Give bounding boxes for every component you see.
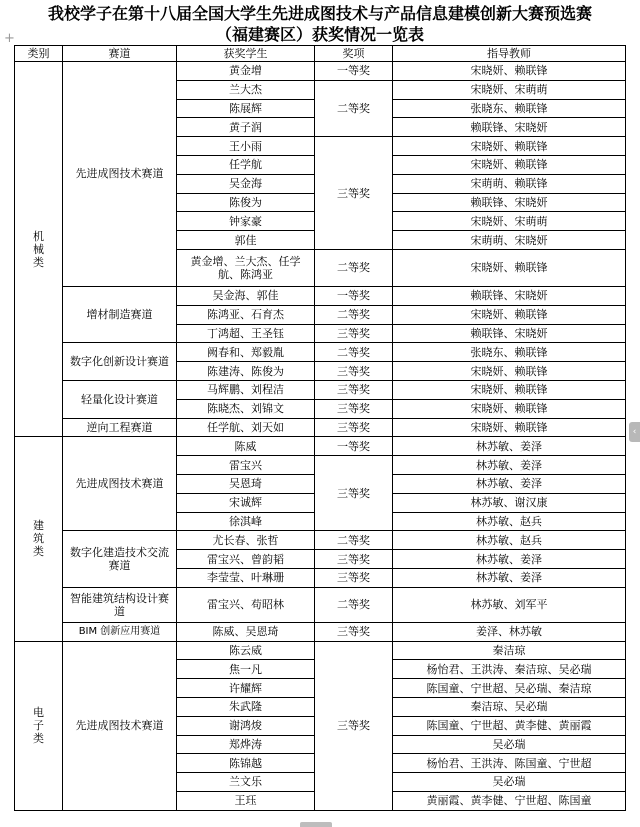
- teacher-cell: 吴必瑞: [393, 735, 626, 754]
- student-cell: 许耀辉: [177, 679, 315, 698]
- student-cell: 任学航: [177, 155, 315, 174]
- student-cell: 黄子润: [177, 118, 315, 137]
- page-title-line2: （福建赛区）获奖情况一览表: [215, 25, 424, 44]
- table-row: [15, 622, 626, 641]
- student-cell: 王珏: [177, 791, 315, 810]
- student-cell: 陈威: [177, 437, 315, 456]
- student-cell: 陈威、吴恩琦: [177, 622, 315, 641]
- teacher-cell: 吴必瑞: [393, 773, 626, 792]
- student-cell: 丁鸿超、王圣钰: [177, 324, 315, 343]
- teacher-cell: 林苏敏、姜泽: [393, 456, 626, 475]
- table-row: [15, 62, 626, 81]
- student-cell: 阙春和、郑毅胤: [177, 343, 315, 362]
- teacher-cell: 赖联锋、宋晓妍: [393, 286, 626, 305]
- track-cell: 智能建筑结构设计赛道: [63, 587, 177, 622]
- student-cell: 谢鸿焌: [177, 716, 315, 735]
- teacher-cell: 陈国童、宁世超、黄李健、黄丽霞: [393, 716, 626, 735]
- track-cell: 数字化创新设计赛道: [63, 343, 177, 381]
- student-cell: 陈鸿亚、石育杰: [177, 305, 315, 324]
- teacher-cell: 姜泽、林苏敏: [393, 622, 626, 641]
- student-cell: 焦一凡: [177, 660, 315, 679]
- table-row: [15, 380, 626, 399]
- award-cell: 三等奖: [315, 418, 393, 437]
- student-cell: 陈锦越: [177, 754, 315, 773]
- student-cell: 雷宝兴、曾韵韬: [177, 550, 315, 569]
- table-header-row: [15, 46, 626, 62]
- award-cell: 二等奖: [315, 80, 393, 136]
- student-cell: 陈俊为: [177, 193, 315, 212]
- student-cell: 郭佳: [177, 231, 315, 250]
- teacher-cell: 秦洁琼、吴必瑞: [393, 697, 626, 716]
- crosshair-icon: +: [4, 31, 15, 46]
- student-cell: 朱武隆: [177, 697, 315, 716]
- teacher-cell: 林苏敏、姜泽: [393, 550, 626, 569]
- teacher-cell: 宋晓妍、赖联锋: [393, 249, 626, 286]
- track-cell: 数字化建造技术交流赛道: [63, 531, 177, 587]
- side-expand-icon[interactable]: ‹: [629, 422, 640, 442]
- table-row: [15, 531, 626, 550]
- teacher-cell: 宋萌萌、宋晓妍: [393, 231, 626, 250]
- header-award: 奖项: [315, 46, 393, 62]
- student-cell: 吴金海: [177, 174, 315, 193]
- track-cell: 先进成图技术赛道: [63, 62, 177, 287]
- student-cell: 徐淇峰: [177, 512, 315, 531]
- category-cell: 机械类: [15, 62, 63, 437]
- award-cell: 二等奖: [315, 587, 393, 622]
- teacher-cell: 赖联锋、宋晓妍: [393, 193, 626, 212]
- teacher-cell: 杨怡君、王洪涛、秦洁琼、吴必瑞: [393, 660, 626, 679]
- student-cell: 雷宝兴: [177, 456, 315, 475]
- student-cell: 陈云威: [177, 641, 315, 660]
- track-cell: 先进成图技术赛道: [63, 641, 177, 810]
- award-cell: 一等奖: [315, 437, 393, 456]
- student-cell: 黄金增、兰大杰、任学航、陈鸿亚: [177, 249, 315, 286]
- student-cell: 陈晓杰、刘锦文: [177, 399, 315, 418]
- table-row: [15, 418, 626, 437]
- teacher-cell: 宋晓妍、赖联锋: [393, 380, 626, 399]
- award-cell: 三等奖: [315, 568, 393, 587]
- category-cell: 建筑类: [15, 437, 63, 641]
- award-cell: 一等奖: [315, 286, 393, 305]
- teacher-cell: 林苏敏、赵兵: [393, 512, 626, 531]
- student-cell: 雷宝兴、苟昭林: [177, 587, 315, 622]
- student-cell: 王小雨: [177, 137, 315, 156]
- student-cell: 吴金海、郭佳: [177, 286, 315, 305]
- category-cell: 电子类: [15, 641, 63, 810]
- page-title-line1: 我校学子在第十八届全国大学生先进成图技术与产品信息建模创新大赛预选赛: [47, 4, 592, 23]
- teacher-cell: 陈国童、宁世超、吴必瑞、秦洁琼: [393, 679, 626, 698]
- teacher-cell: 宋晓妍、赖联锋: [393, 155, 626, 174]
- header-student: 获奖学生: [177, 46, 315, 62]
- teacher-cell: 宋晓妍、宋萌萌: [393, 212, 626, 231]
- student-cell: 陈展辉: [177, 99, 315, 118]
- award-cell: 二等奖: [315, 343, 393, 362]
- award-cell: 三等奖: [315, 550, 393, 569]
- student-cell: 尤长春、张哲: [177, 531, 315, 550]
- awards-table: [14, 45, 626, 811]
- track-cell: BIM 创新应用赛道: [63, 622, 177, 641]
- award-cell: 三等奖: [315, 456, 393, 531]
- track-cell: 先进成图技术赛道: [63, 437, 177, 531]
- teacher-cell: 宋晓妍、赖联锋: [393, 362, 626, 381]
- teacher-cell: 林苏敏、姜泽: [393, 437, 626, 456]
- teacher-cell: 林苏敏、刘军平: [393, 587, 626, 622]
- header-teacher: 指导教师: [393, 46, 626, 62]
- track-cell: 增材制造赛道: [63, 286, 177, 342]
- table-row: [15, 437, 626, 456]
- teacher-cell: 宋晓妍、赖联锋: [393, 62, 626, 81]
- student-cell: 兰大杰: [177, 80, 315, 99]
- teacher-cell: 林苏敏、赵兵: [393, 531, 626, 550]
- award-cell: 一等奖: [315, 62, 393, 81]
- table-row: [15, 286, 626, 305]
- student-cell: 郑烨涛: [177, 735, 315, 754]
- track-cell: 逆向工程赛道: [63, 418, 177, 437]
- teacher-cell: 林苏敏、姜泽: [393, 474, 626, 493]
- table-row: [15, 641, 626, 660]
- teacher-cell: 宋晓妍、赖联锋: [393, 305, 626, 324]
- teacher-cell: 赖联锋、宋晓妍: [393, 118, 626, 137]
- award-cell: 三等奖: [315, 641, 393, 810]
- student-cell: 钟家豪: [177, 212, 315, 231]
- award-cell: 三等奖: [315, 380, 393, 399]
- student-cell: 宋诚辉: [177, 493, 315, 512]
- table-row: [15, 343, 626, 362]
- teacher-cell: 赖联锋、宋晓妍: [393, 324, 626, 343]
- teacher-cell: 宋晓妍、赖联锋: [393, 137, 626, 156]
- teacher-cell: 张晓东、赖联锋: [393, 343, 626, 362]
- award-cell: 三等奖: [315, 362, 393, 381]
- award-cell: 三等奖: [315, 622, 393, 641]
- bottom-scroll-handle[interactable]: [300, 822, 332, 827]
- teacher-cell: 宋晓妍、宋萌萌: [393, 80, 626, 99]
- teacher-cell: 黄丽霞、黄李健、宁世超、陈国童: [393, 791, 626, 810]
- teacher-cell: 秦洁琼: [393, 641, 626, 660]
- award-cell: 三等奖: [315, 137, 393, 250]
- student-cell: 兰文乐: [177, 773, 315, 792]
- student-cell: 吴恩琦: [177, 474, 315, 493]
- award-cell: 二等奖: [315, 305, 393, 324]
- header-track: 赛道: [63, 46, 177, 62]
- track-cell: 轻量化设计赛道: [63, 380, 177, 418]
- student-cell: 陈建涛、陈俊为: [177, 362, 315, 381]
- teacher-cell: 张晓东、赖联锋: [393, 99, 626, 118]
- student-cell: 李莹莹、叶琳珊: [177, 568, 315, 587]
- student-cell: 黄金增: [177, 62, 315, 81]
- teacher-cell: 宋晓妍、赖联锋: [393, 399, 626, 418]
- award-cell: 三等奖: [315, 324, 393, 343]
- header-category: 类别: [15, 46, 63, 62]
- award-cell: 二等奖: [315, 249, 393, 286]
- student-cell: 马辉鹏、刘程洁: [177, 380, 315, 399]
- teacher-cell: 林苏敏、姜泽: [393, 568, 626, 587]
- award-cell: 三等奖: [315, 399, 393, 418]
- student-cell: 任学航、刘天如: [177, 418, 315, 437]
- award-cell: 二等奖: [315, 531, 393, 550]
- teacher-cell: 宋晓妍、赖联锋: [393, 418, 626, 437]
- teacher-cell: 杨怡君、王洪涛、陈国童、宁世超: [393, 754, 626, 773]
- teacher-cell: 林苏敏、谢汉康: [393, 493, 626, 512]
- table-row: [15, 587, 626, 622]
- teacher-cell: 宋萌萌、赖联锋: [393, 174, 626, 193]
